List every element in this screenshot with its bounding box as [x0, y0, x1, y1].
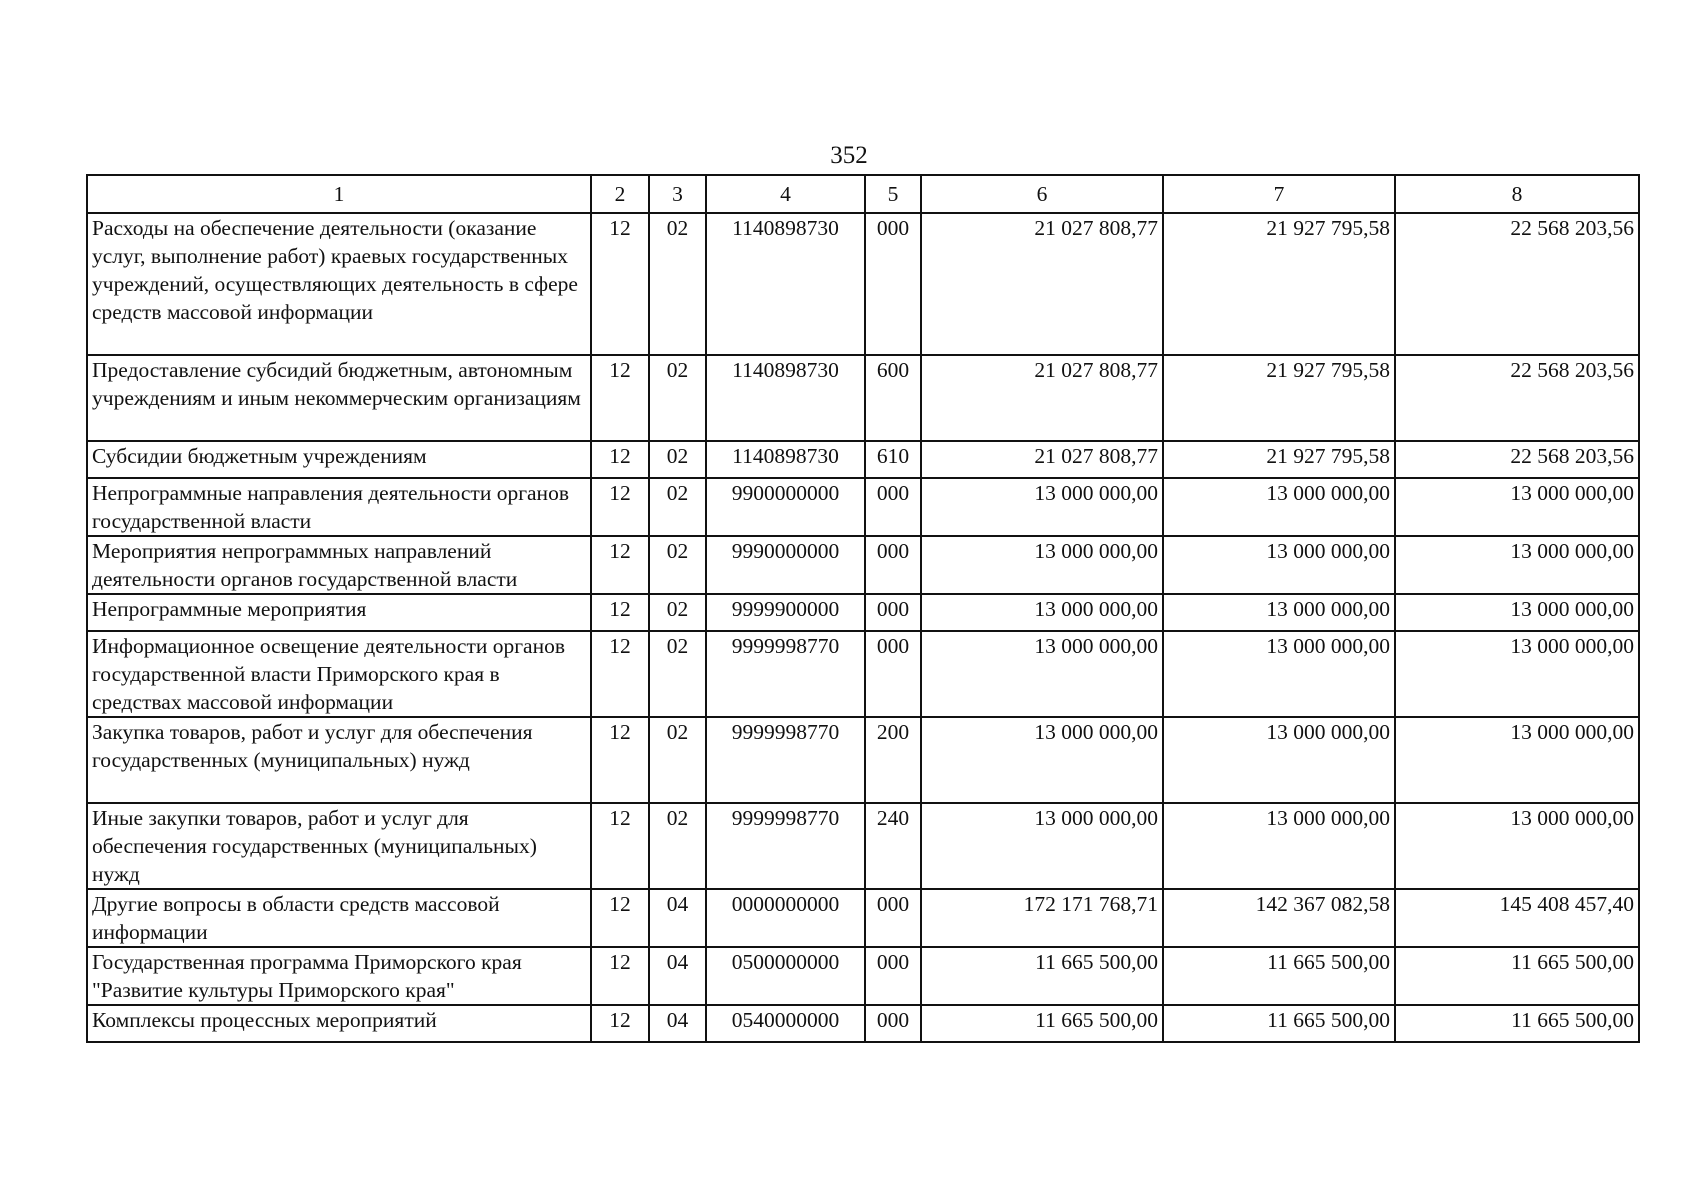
amount-col8: 13 000 000,00 — [1395, 594, 1639, 631]
code-target-article: 9999900000 — [706, 594, 865, 631]
code-expense-type: 000 — [865, 594, 921, 631]
amount-col7: 13 000 000,00 — [1163, 803, 1395, 889]
column-header: 4 — [706, 175, 865, 213]
row-name: Закупка товаров, работ и услуг для обеспечения государственных (муниципальных) нужд — [87, 717, 591, 803]
code-subsection: 02 — [649, 478, 706, 536]
code-expense-type: 000 — [865, 631, 921, 717]
code-expense-type: 000 — [865, 213, 921, 355]
code-target-article: 0500000000 — [706, 947, 865, 1005]
row-name: Государственная программа Приморского края "Развитие культуры Приморского края" — [87, 947, 591, 1005]
code-target-article: 9999998770 — [706, 717, 865, 803]
code-section: 12 — [591, 594, 649, 631]
code-target-article: 0540000000 — [706, 1005, 865, 1042]
table-row — [87, 355, 1639, 441]
amount-col6: 13 000 000,00 — [921, 594, 1163, 631]
code-subsection: 04 — [649, 889, 706, 947]
code-target-article: 9999998770 — [706, 803, 865, 889]
table-row — [87, 478, 1639, 536]
row-name: Другие вопросы в области средств массовой информации — [87, 889, 591, 947]
amount-col7: 13 000 000,00 — [1163, 594, 1395, 631]
amount-col6: 13 000 000,00 — [921, 803, 1163, 889]
code-target-article: 1140898730 — [706, 213, 865, 355]
row-name: Расходы на обеспечение деятельности (оказание услуг, выполнение работ) краевых государственных учреждений, осуществляющих деятельность в сфере средств массовой информации — [87, 213, 591, 355]
code-section: 12 — [591, 1005, 649, 1042]
code-section: 12 — [591, 947, 649, 1005]
amount-col8: 13 000 000,00 — [1395, 717, 1639, 803]
code-subsection: 02 — [649, 717, 706, 803]
table-row — [87, 594, 1639, 631]
table-row — [87, 631, 1639, 717]
code-section: 12 — [591, 631, 649, 717]
amount-col7: 13 000 000,00 — [1163, 717, 1395, 803]
amount-col8: 145 408 457,40 — [1395, 889, 1639, 947]
amount-col7: 11 665 500,00 — [1163, 1005, 1395, 1042]
amount-col7: 21 927 795,58 — [1163, 213, 1395, 355]
amount-col6: 11 665 500,00 — [921, 947, 1163, 1005]
amount-col8: 22 568 203,56 — [1395, 441, 1639, 478]
code-subsection: 02 — [649, 803, 706, 889]
amount-col6: 21 027 808,77 — [921, 441, 1163, 478]
amount-col6: 13 000 000,00 — [921, 631, 1163, 717]
amount-col7: 142 367 082,58 — [1163, 889, 1395, 947]
amount-col7: 13 000 000,00 — [1163, 631, 1395, 717]
table-row — [87, 1005, 1639, 1042]
amount-col6: 172 171 768,71 — [921, 889, 1163, 947]
amount-col8: 11 665 500,00 — [1395, 947, 1639, 1005]
column-header: 3 — [649, 175, 706, 213]
table-row — [87, 441, 1639, 478]
code-section: 12 — [591, 717, 649, 803]
code-section: 12 — [591, 441, 649, 478]
row-name: Информационное освещение деятельности органов государственной власти Приморского края в средствах массовой информации — [87, 631, 591, 717]
budget-table — [86, 174, 1640, 1043]
code-target-article: 9900000000 — [706, 478, 865, 536]
code-section: 12 — [591, 478, 649, 536]
amount-col6: 21 027 808,77 — [921, 355, 1163, 441]
row-name: Непрограммные мероприятия — [87, 594, 591, 631]
amount-col8: 13 000 000,00 — [1395, 536, 1639, 594]
code-expense-type: 000 — [865, 1005, 921, 1042]
amount-col8: 13 000 000,00 — [1395, 631, 1639, 717]
code-target-article: 9990000000 — [706, 536, 865, 594]
code-subsection: 02 — [649, 594, 706, 631]
table-row — [87, 803, 1639, 889]
amount-col7: 13 000 000,00 — [1163, 536, 1395, 594]
amount-col6: 21 027 808,77 — [921, 213, 1163, 355]
code-target-article: 9999998770 — [706, 631, 865, 717]
column-header: 8 — [1395, 175, 1639, 213]
amount-col8: 22 568 203,56 — [1395, 355, 1639, 441]
code-subsection: 04 — [649, 1005, 706, 1042]
code-target-article: 1140898730 — [706, 441, 865, 478]
row-name: Комплексы процессных мероприятий — [87, 1005, 591, 1042]
code-subsection: 02 — [649, 213, 706, 355]
amount-col6: 13 000 000,00 — [921, 478, 1163, 536]
code-target-article: 0000000000 — [706, 889, 865, 947]
code-section: 12 — [591, 355, 649, 441]
row-name: Субсидии бюджетным учреждениям — [87, 441, 591, 478]
code-expense-type: 000 — [865, 947, 921, 1005]
code-subsection: 02 — [649, 631, 706, 717]
code-expense-type: 200 — [865, 717, 921, 803]
code-subsection: 04 — [649, 947, 706, 1005]
column-header: 1 — [87, 175, 591, 213]
code-subsection: 02 — [649, 355, 706, 441]
row-name: Мероприятия непрограммных направлений деятельности органов государственной власти — [87, 536, 591, 594]
amount-col8: 13 000 000,00 — [1395, 803, 1639, 889]
code-target-article: 1140898730 — [706, 355, 865, 441]
table-row — [87, 947, 1639, 1005]
amount-col7: 21 927 795,58 — [1163, 355, 1395, 441]
code-section: 12 — [591, 536, 649, 594]
table-row — [87, 213, 1639, 355]
header-row — [87, 175, 1639, 213]
code-expense-type: 000 — [865, 889, 921, 947]
table-row — [87, 717, 1639, 803]
row-name: Предоставление субсидий бюджетным, автономным учреждениям и иным некоммерческим организациям — [87, 355, 591, 441]
code-section: 12 — [591, 213, 649, 355]
amount-col8: 22 568 203,56 — [1395, 213, 1639, 355]
code-expense-type: 000 — [865, 536, 921, 594]
amount-col6: 13 000 000,00 — [921, 717, 1163, 803]
column-header: 7 — [1163, 175, 1395, 213]
amount-col6: 13 000 000,00 — [921, 536, 1163, 594]
row-name: Непрограммные направления деятельности органов государственной власти — [87, 478, 591, 536]
code-section: 12 — [591, 889, 649, 947]
code-subsection: 02 — [649, 441, 706, 478]
page-number: 352 — [830, 142, 868, 169]
amount-col7: 13 000 000,00 — [1163, 478, 1395, 536]
amount-col6: 11 665 500,00 — [921, 1005, 1163, 1042]
column-header: 6 — [921, 175, 1163, 213]
code-expense-type: 240 — [865, 803, 921, 889]
code-expense-type: 610 — [865, 441, 921, 478]
table-row — [87, 536, 1639, 594]
code-expense-type: 600 — [865, 355, 921, 441]
amount-col8: 13 000 000,00 — [1395, 478, 1639, 536]
amount-col7: 11 665 500,00 — [1163, 947, 1395, 1005]
code-subsection: 02 — [649, 536, 706, 594]
amount-col7: 21 927 795,58 — [1163, 441, 1395, 478]
code-section: 12 — [591, 803, 649, 889]
code-expense-type: 000 — [865, 478, 921, 536]
column-header: 5 — [865, 175, 921, 213]
row-name: Иные закупки товаров, работ и услуг для обеспечения государственных (муниципальных) нужд — [87, 803, 591, 889]
amount-col8: 11 665 500,00 — [1395, 1005, 1639, 1042]
column-header: 2 — [591, 175, 649, 213]
table-row — [87, 889, 1639, 947]
